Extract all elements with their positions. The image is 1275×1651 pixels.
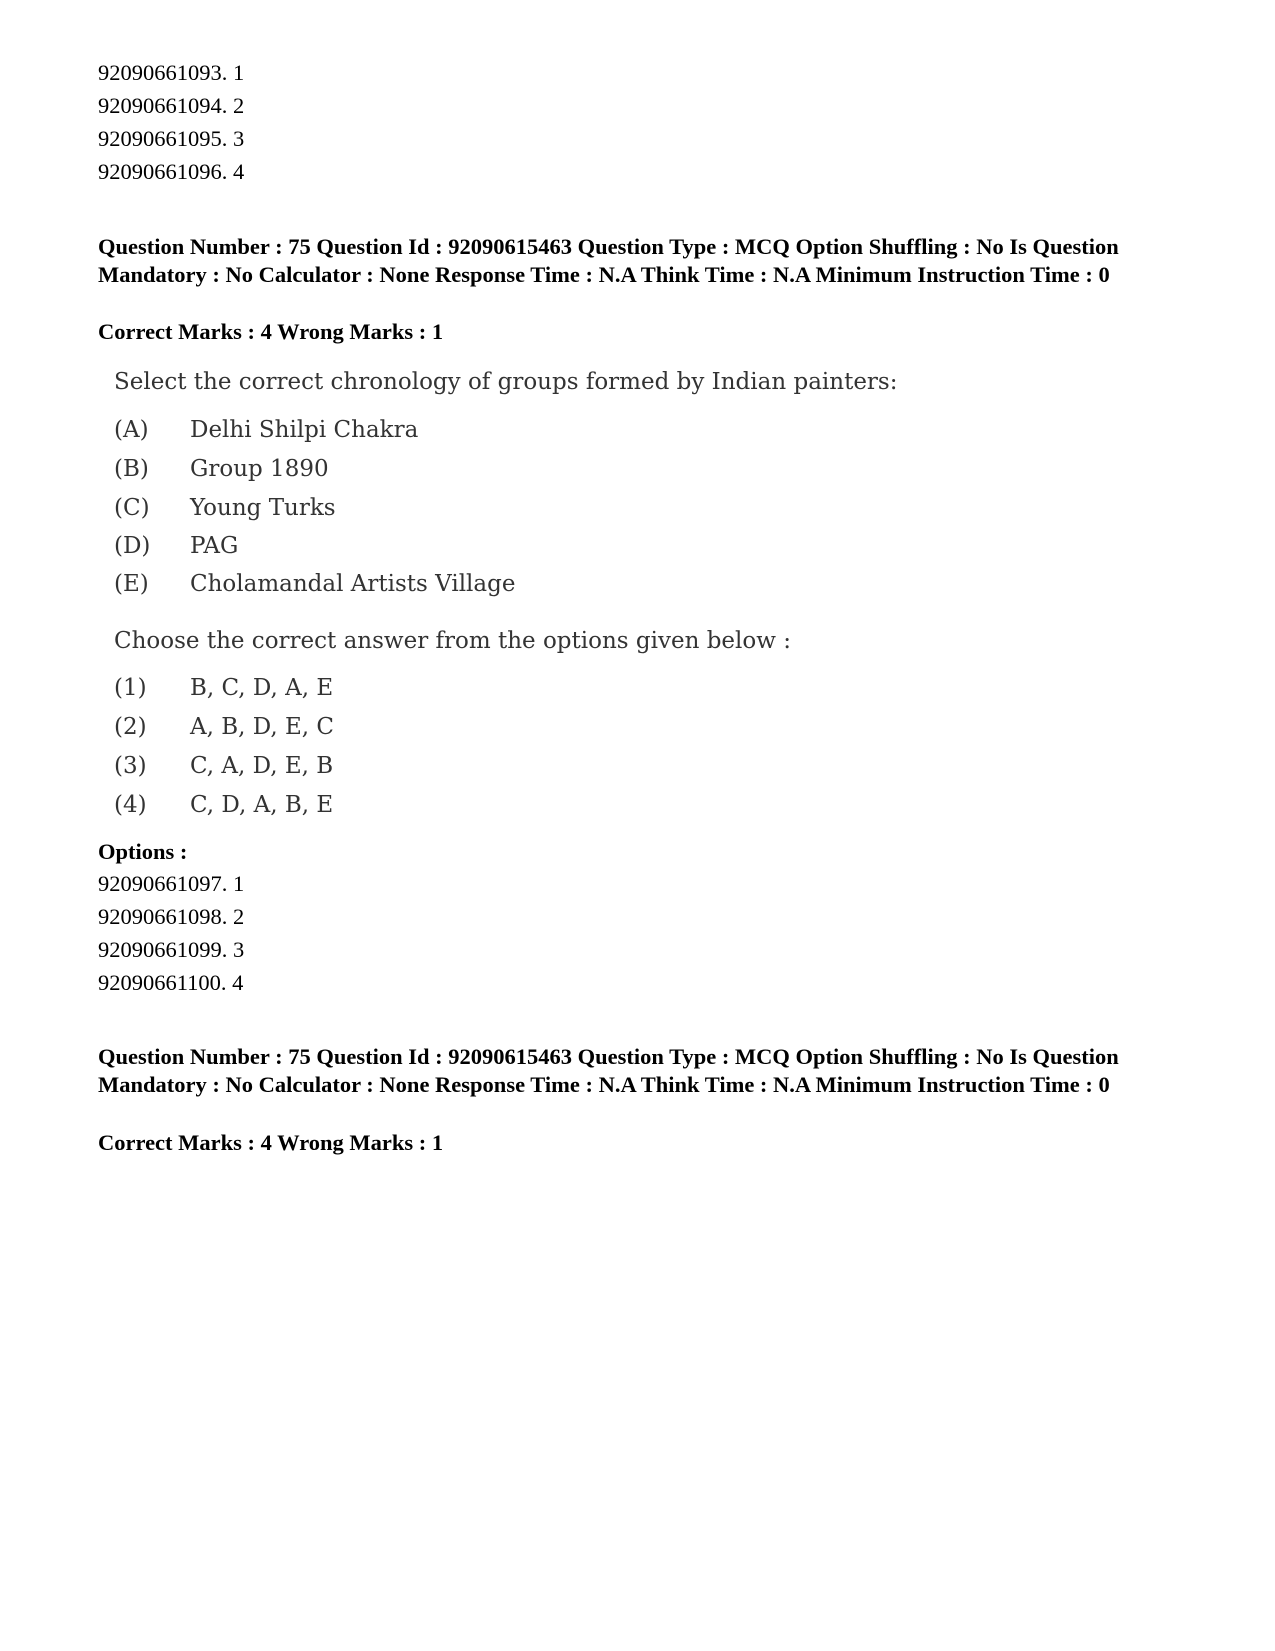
question-meta: Question Number : 75 Question Id : 92090615463 Question Type : MCQ Option Shuffling : No Is Question Mandatory : No Calculator : None Response Time : N.A Think Time : N.A Minimum Instruction Time : 0 bbox=[98, 234, 1119, 287]
option-id: 92090661098 bbox=[98, 904, 222, 929]
option-number: 2 bbox=[233, 93, 245, 118]
options-heading: Options : bbox=[98, 839, 188, 864]
option-row-2: 92090661098. 2 bbox=[98, 904, 245, 929]
question-stem: Select the correct chronology of groups formed by Indian painters: bbox=[114, 369, 898, 395]
option-id: 92090661099 bbox=[98, 937, 222, 962]
option-id: 92090661094 bbox=[98, 93, 222, 118]
choose-instruction: Choose the correct answer from the options given below : bbox=[114, 628, 791, 654]
option-id: 92090661097 bbox=[98, 871, 222, 896]
item-label: (C) bbox=[114, 495, 150, 521]
option-row-4: 92090661100. 4 bbox=[98, 970, 244, 995]
answer-text: C, D, A, B, E bbox=[190, 792, 334, 818]
option-number: 1 bbox=[233, 871, 245, 896]
item-text: PAG bbox=[190, 533, 239, 559]
prev-option-3: 92090661095. 3 bbox=[98, 126, 245, 151]
answer-label: (1) bbox=[114, 675, 147, 701]
option-number: 2 bbox=[233, 904, 245, 929]
prev-option-4: 92090661096. 4 bbox=[98, 159, 245, 184]
answer-label: (4) bbox=[114, 792, 147, 818]
item-text: Delhi Shilpi Chakra bbox=[190, 417, 419, 443]
option-id: 92090661096 bbox=[98, 159, 222, 184]
option-number: 3 bbox=[233, 126, 245, 151]
answer-text: C, A, D, E, B bbox=[190, 753, 334, 779]
answer-label: (3) bbox=[114, 753, 147, 779]
question-meta: Question Number : 75 Question Id : 92090615463 Question Type : MCQ Option Shuffling : No Is Question Mandatory : No Calculator : None Response Time : N.A Think Time : N.A Minimum Instruction Time : 0 bbox=[98, 1044, 1119, 1097]
item-text: Cholamandal Artists Village bbox=[190, 571, 516, 597]
option-row-1: 92090661097. 1 bbox=[98, 871, 245, 896]
option-id: 92090661095 bbox=[98, 126, 222, 151]
option-number: 4 bbox=[233, 159, 245, 184]
answer-text: B, C, D, A, E bbox=[190, 675, 334, 701]
answer-label: (2) bbox=[114, 714, 147, 740]
prev-option-2: 92090661094. 2 bbox=[98, 93, 245, 118]
item-label: (B) bbox=[114, 456, 149, 482]
option-number: 4 bbox=[232, 970, 244, 995]
prev-option-1: 92090661093. 1 bbox=[98, 60, 245, 85]
option-number: 3 bbox=[233, 937, 245, 962]
option-row-3: 92090661099. 3 bbox=[98, 937, 245, 962]
item-text: Young Turks bbox=[190, 495, 336, 521]
item-label: (A) bbox=[114, 417, 149, 443]
option-id: 92090661093 bbox=[98, 60, 222, 85]
option-number: 1 bbox=[233, 60, 245, 85]
question-marks: Correct Marks : 4 Wrong Marks : 1 bbox=[98, 1130, 444, 1155]
answer-text: A, B, D, E, C bbox=[190, 714, 335, 740]
item-label: (E) bbox=[114, 571, 149, 597]
item-label: (D) bbox=[114, 533, 151, 559]
option-id: 92090661100 bbox=[98, 970, 221, 995]
question-marks: Correct Marks : 4 Wrong Marks : 1 bbox=[98, 319, 444, 344]
item-text: Group 1890 bbox=[190, 456, 329, 482]
